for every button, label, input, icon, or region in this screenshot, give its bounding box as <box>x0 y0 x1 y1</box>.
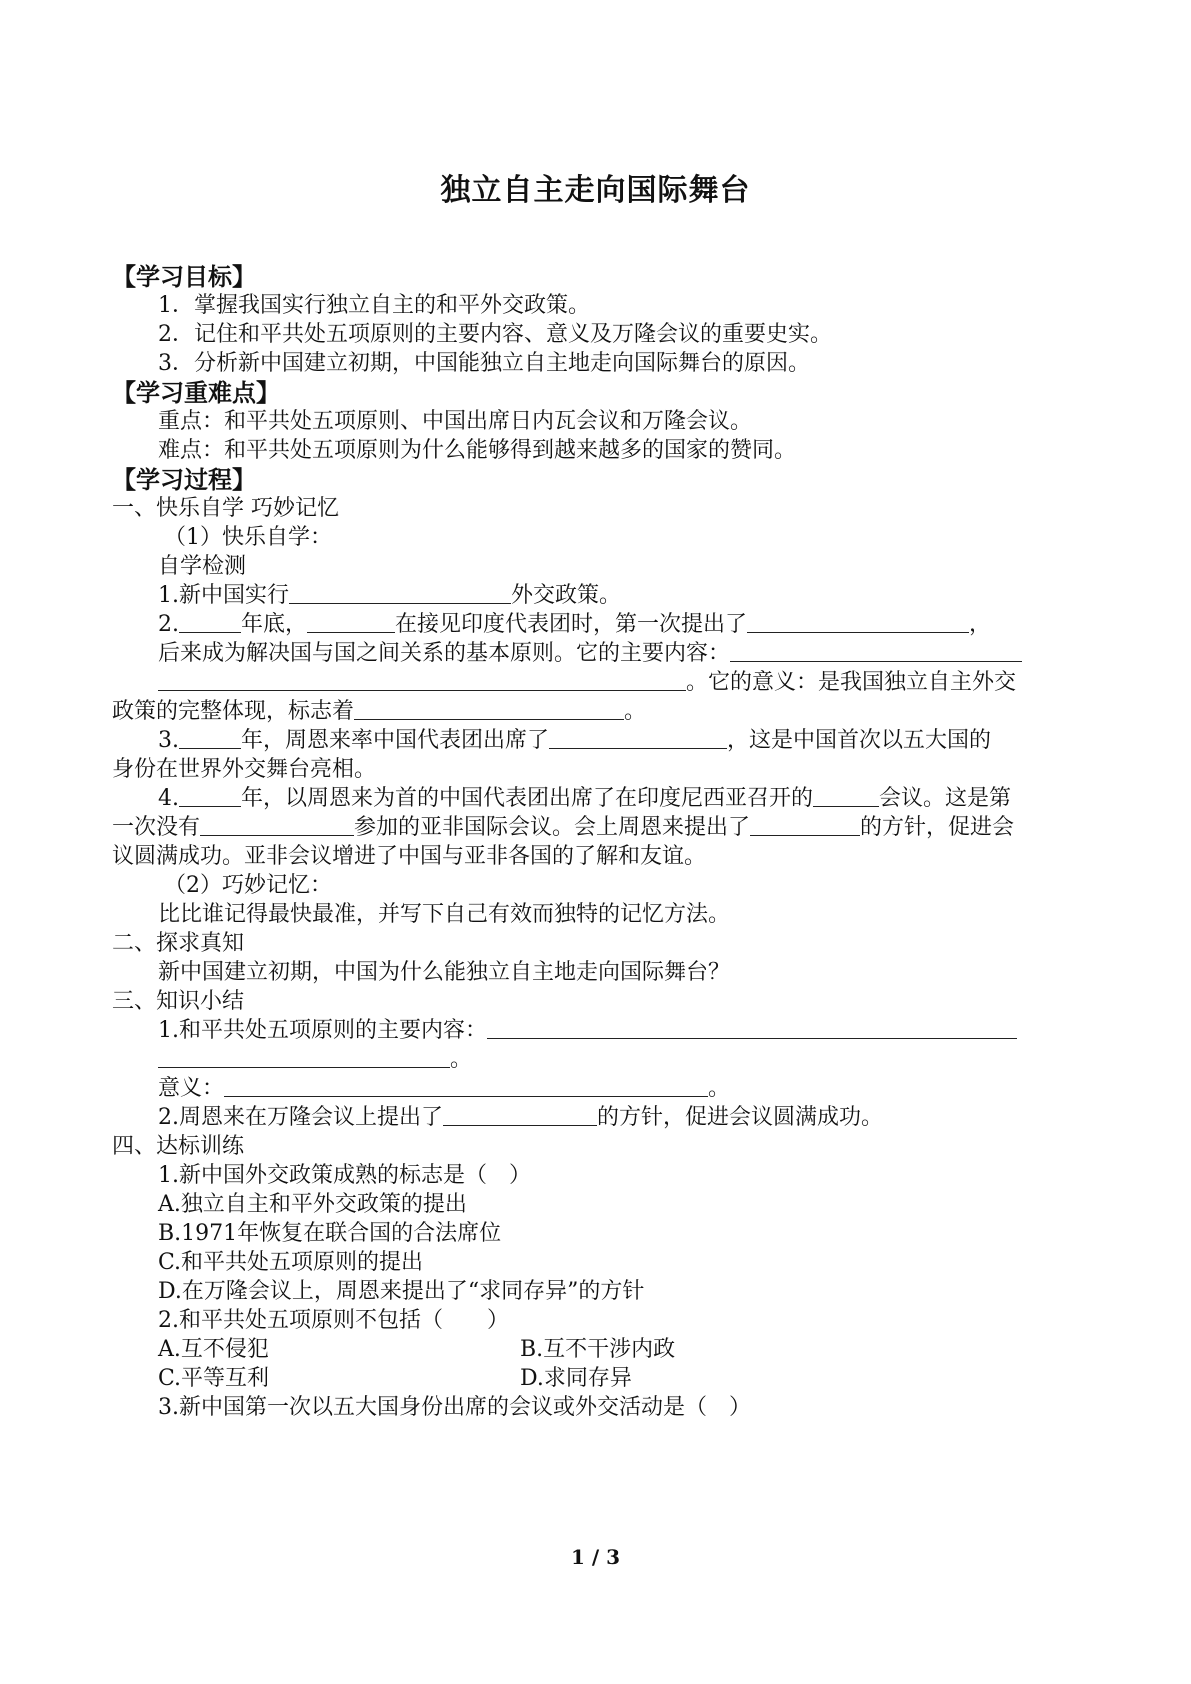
process-heading: 【学习过程】 <box>112 466 256 494</box>
q4-text: 一次没有 <box>112 815 201 840</box>
goal-item: 2．记住和平共处五项原则的主要内容、意义及万隆会议的重要史实。 <box>158 322 832 347</box>
question-3-line-2: 身份在世界外交舞台亮相。 <box>112 757 377 782</box>
question-2-line-3 <box>158 668 1138 698</box>
q2-period: 。 <box>624 699 647 724</box>
q2-text: 年底， <box>241 612 308 637</box>
option-b[interactable]: B.互不干涉内政 <box>520 1337 676 1362</box>
key-points-heading: 【学习重难点】 <box>112 379 280 407</box>
question-2-line-2 <box>158 639 1138 669</box>
question-4-line-2 <box>112 813 1092 843</box>
q4-text: 的方针，促进会 <box>860 815 1015 840</box>
section-2-heading: 二、探求真知 <box>112 931 245 956</box>
summary-2-blank[interactable] <box>443 1103 597 1126</box>
q2-comma: ， <box>969 612 992 637</box>
summary-meaning <box>158 1074 1138 1104</box>
goal-item: 1．掌握我国实行独立自主的和平外交政策。 <box>158 293 590 318</box>
q3-text: 年，周恩来率中国代表团出席了 <box>241 728 550 753</box>
q2-text: 后来成为解决国与国之间关系的基本原则。它的主要内容： <box>158 641 731 666</box>
meaning-period: 。 <box>708 1076 731 1101</box>
q4-text: 会议。这是第 <box>879 786 1012 811</box>
self-check-label: 自学检测 <box>158 554 247 579</box>
q1-text-end: 外交政策。 <box>511 583 622 608</box>
summary-1-period: 。 <box>450 1047 473 1072</box>
q4-policy-blank[interactable] <box>750 813 860 836</box>
goals-heading: 【学习目标】 <box>112 263 256 291</box>
question-3 <box>158 726 1138 756</box>
q4-year-blank[interactable] <box>179 784 241 807</box>
summary-1-line-2 <box>158 1045 1138 1075</box>
q2-person-blank[interactable] <box>307 610 395 633</box>
q3-year-blank[interactable] <box>179 726 241 749</box>
q4-text: 年，以周恩来为首的中国代表团出席了在印度尼西亚召开的 <box>241 786 814 811</box>
summary-1-text: 1.和平共处五项原则的主要内容： <box>158 1018 487 1043</box>
q2-significance-blank[interactable] <box>354 697 624 720</box>
option-d[interactable]: D.求同存异 <box>520 1366 632 1391</box>
section-3-heading: 三、知识小结 <box>112 989 245 1014</box>
subsection-2: （2）巧妙记忆： <box>164 873 332 898</box>
option-c[interactable]: C.平等互利 <box>158 1366 270 1391</box>
goal-item: 3．分析新中国建立初期，中国能独立自主地走向国际舞台的原因。 <box>158 351 810 376</box>
page-number: 1 / 3 <box>570 1545 621 1569</box>
q2-number: 2. <box>158 612 179 637</box>
summary-1 <box>158 1016 1138 1046</box>
section-4-heading: 四、达标训练 <box>112 1134 245 1159</box>
q1-text: 1.新中国实行 <box>158 583 289 608</box>
q1-blank[interactable] <box>289 581 511 604</box>
summary-1-blank-2[interactable] <box>158 1045 450 1068</box>
option-a[interactable]: A.独立自主和平外交政策的提出 <box>158 1192 467 1217</box>
q2-year-blank[interactable] <box>179 610 241 633</box>
subsection-1: （1）快乐自学： <box>164 525 332 550</box>
q4-absent-blank[interactable] <box>200 813 354 836</box>
option-d[interactable]: D.在万隆会议上，周恩来提出了“求同存异”的方针 <box>158 1279 645 1304</box>
q2-content-blank-2[interactable] <box>158 668 686 691</box>
q3-text: ，这是中国首次以五大国的 <box>727 728 992 753</box>
q3-number: 3. <box>158 728 179 753</box>
question-4 <box>158 784 1138 814</box>
test-question-2: 2.和平共处五项原则不包括（ ） <box>158 1308 509 1333</box>
explore-question: 新中国建立初期，中国为什么能独立自主地走向国际舞台？ <box>158 960 731 985</box>
summary-2 <box>158 1103 1138 1133</box>
question-2-options-row-1 <box>158 1335 1138 1365</box>
focus-text: 重点：和平共处五项原则、中国出席日内瓦会议和万隆会议。 <box>158 409 753 434</box>
q2-text: 在接见印度代表团时，第一次提出了 <box>395 612 748 637</box>
question-2-options-row-2 <box>158 1364 1138 1394</box>
q4-conference-blank[interactable] <box>813 784 879 807</box>
memory-text: 比比谁记得最快最准，并写下自己有效而独特的记忆方法。 <box>158 902 731 927</box>
option-c[interactable]: C.和平共处五项原则的提出 <box>158 1250 424 1275</box>
q3-conference-blank[interactable] <box>549 726 727 749</box>
q2-principle-blank[interactable] <box>747 610 969 633</box>
summary-1-blank[interactable] <box>487 1016 1017 1039</box>
section-1-heading: 一、快乐自学 巧妙记忆 <box>112 496 339 521</box>
test-question-1: 1.新中国外交政策成熟的标志是（ ） <box>158 1163 531 1188</box>
option-b[interactable]: B.1971年恢复在联合国的合法席位 <box>158 1221 502 1246</box>
q2-content-blank[interactable] <box>730 639 1022 662</box>
question-4-line-3: 议圆满成功。亚非会议增进了中国与亚非各国的了解和友谊。 <box>112 844 707 869</box>
q4-text: 参加的亚非国际会议。会上周恩来提出了 <box>354 815 751 840</box>
meaning-blank[interactable] <box>224 1074 708 1097</box>
meaning-label: 意义： <box>158 1076 225 1101</box>
summary-2-text: 2.周恩来在万隆会议上提出了 <box>158 1105 443 1130</box>
question-1 <box>158 581 1138 611</box>
q2-text: 。它的意义：是我国独立自主外交 <box>686 670 1017 695</box>
q4-number: 4. <box>158 786 179 811</box>
option-a[interactable]: A.互不侵犯 <box>158 1337 269 1362</box>
question-2 <box>158 610 1138 640</box>
difficulty-text: 难点：和平共处五项原则为什么能够得到越来越多的国家的赞同。 <box>158 438 797 463</box>
q2-text: 政策的完整体现，标志着 <box>112 699 355 724</box>
question-2-line-4 <box>112 697 1092 727</box>
summary-2-text-end: 的方针，促进会议圆满成功。 <box>597 1105 884 1130</box>
test-question-3: 3.新中国第一次以五大国身份出席的会议或外交活动是（ ） <box>158 1395 751 1420</box>
page-title: 独立自主走向国际舞台 <box>440 173 751 208</box>
